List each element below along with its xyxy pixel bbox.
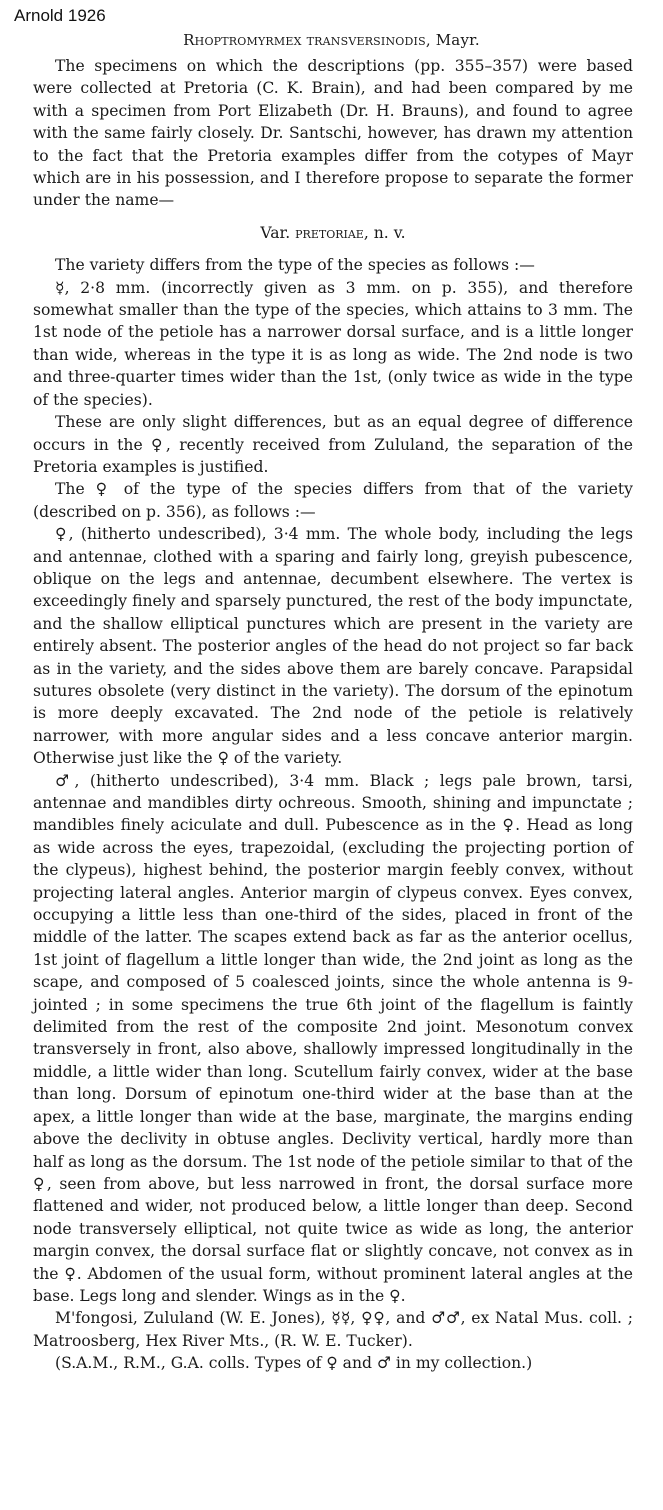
paragraph-male-description: ♂, (hitherto undescribed), 3·4 mm. Black ; legs pale brown, tarsi, antennae and mandibles dirty ochreous. Smooth, shining and impunctate ; mandibles finely aciculate and dull. Pubescence as in the ♀. Head as long as wide across the eyes, trapezoidal, (excluding the projecting portion of the clypeus), highest behind, the posterior margin feebly convex, without projecting lateral angles. Anterior margin of clypeus convex. Eyes convex, occupying a little less than one-third of the sides, placed in front of the middle of the latter. The scapes extend back as far as the anterior ocellus, 1st joint of flagellum a little longer than wide, the 2nd joint as long as the scape, and composed of 5 coalesced joints, since the whole antenna is 9-jointed ; in some specimens the true 6th joint of the flagellum is faintly delimited from the rest of the composite 2nd joint. Mesonotum convex transversely in front, also above, shallowly impressed longitudinally in the middle, a little wider than long. Scutellum fairly convex, wider at the base than long. Dorsum of epinotum one-third wider at the base than at the apex, a little longer than wide at the base, marginate, the margins ending above the declivity in obtuse angles. Declivity vertical, hardly more than half as long as the dorsum. The 1st node of the petiole similar to that of the ♀, seen from above, but less narrowed in front, the dorsal surface more flattened and wider, not produced below, a little longer than deep. Second node transversely elliptical, not quite twice as wide as long, the anterior margin convex, the dorsal surface flat or slightly concave, not convex as in the ♀. Abdomen of the usual form, without prominent lateral angles at the base. Legs long and slender. Wings as in the ♀. xyxy=(33,771,633,1305)
variety-title-suffix: , n. v. xyxy=(363,223,406,242)
paragraph-localities: M'fongosi, Zululand (W. E. Jones), ☿☿, ♀♀, and ♂♂, ex Natal Mus. coll. ; Matroosberg, Hex River Mts., (R. W. E. Tucker). xyxy=(33,1309,633,1350)
paragraph-collections: (S.A.M., R.M., G.A. colls. Types of ♀ and ♂ in my collection.) xyxy=(55,1354,533,1373)
paragraph-female-type: The ♀ of the type of the species differs from that of the variety (described on p. 356), as follows :— xyxy=(33,480,633,521)
variety-title xyxy=(33,222,633,244)
species-name: Rhoptromyrmex transversinodis xyxy=(183,31,426,49)
species-heading xyxy=(0,31,663,49)
variety-name: pretoriae xyxy=(295,223,364,242)
species-author: , Mayr. xyxy=(425,31,480,49)
paragraph-differences: These are only slight differences, but as an equal degree of difference occurs in the ♀, recently received from Zululand, the separation of the Pretoria examples is justified. xyxy=(33,413,633,476)
paragraph-worker: ☿, 2·8 mm. (incorrectly given as 3 mm. on p. 355), and therefore somewhat smaller than the type of the species, which attains to 3 mm. The 1st node of the petiole has a narrower dorsal surface, and is a little longer than wide, whereas in the type it is as long as wide. The 2nd node is two and three-quarter times wider than the 1st, (only twice as wide in the type of the species). xyxy=(33,278,633,409)
article-body xyxy=(33,55,633,1375)
variety-title-prefix: Var. xyxy=(260,223,296,242)
source-tag: Arnold 1926 xyxy=(14,6,106,25)
paragraph-female-description: ♀, (hitherto undescribed), 3·4 mm. The whole body, including the legs and antennae, clothed with a sparing and fairly long, greyish pubescence, oblique on the legs and antennae, decumbent elsewhere. The vertex is exceedingly finely and sparsely punctured, the rest of the body impunctate, and the shallow elliptical punctures which are present in the variety are entirely absent. The posterior angles of the head do not project so far back as in the variety, and the sides above them are barely concave. Parapsidal sutures obsolete (very distinct in the variety). The dorsum of the epinotum is more deeply excavated. The 2nd node of the petiole is relatively narrower, with more angular sides and a less concave anterior margin. Otherwise just like the ♀ of the variety. xyxy=(33,525,633,768)
paragraph-variety-differs: The variety differs from the type of the species as follows :— xyxy=(55,256,535,275)
paragraph-intro: The specimens on which the descriptions (pp. 355–357) were based were collected at Pretoria (C. K. Brain), and had been compared by me with a specimen from Port Elizabeth (Dr. H. Brauns), and found to agree with the same fairly closely. Dr. Santschi, however, has drawn my attention to the fact that the Pretoria examples differ from the cotypes of Mayr which are in his possession, and I therefore propose to separate the former under the name— xyxy=(33,57,633,210)
